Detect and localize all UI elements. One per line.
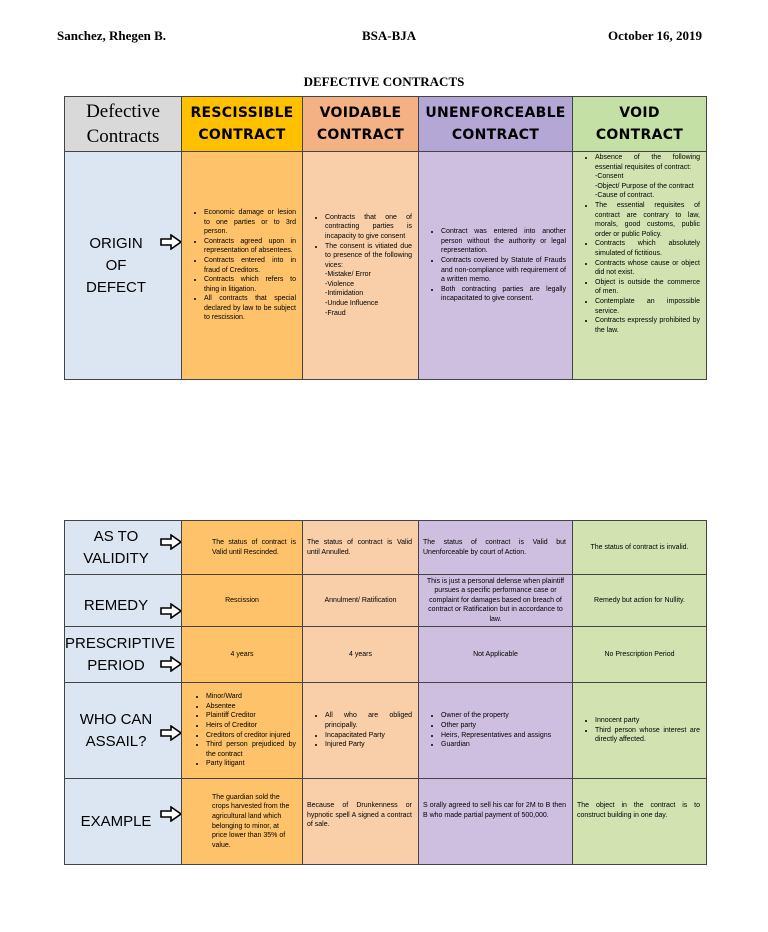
list-item: • Economic damage or lesion to one parties or to 3rd person. — [204, 208, 296, 237]
list-item: • All contracts that special declared by law to be subject to rescission. — [204, 294, 296, 323]
arrow-right-icon — [160, 656, 182, 672]
list-item: • Innocent party — [595, 716, 700, 726]
header-rescissible-line2: CONTRACT — [198, 127, 286, 143]
prescriptive-void — [573, 627, 707, 683]
origin-voidable-cell — [303, 152, 419, 380]
header-unenforceable-line1: UNENFORCEABLE — [425, 105, 566, 121]
list-item: • Other party — [441, 721, 566, 731]
example-label: EXAMPLE — [80, 812, 152, 830]
origin-unenforceable-cell — [419, 152, 573, 380]
list-item: • Absentee — [206, 702, 296, 712]
assail-void — [573, 683, 707, 779]
example-void — [573, 779, 707, 865]
header-voidable-line1: VOIDABLE — [319, 105, 402, 121]
document-title: DEFECTIVE CONTRACTS — [303, 74, 465, 89]
remedy-voidable — [303, 575, 419, 627]
remedy-label: REMEDY — [83, 596, 149, 614]
origin-label-line2: OF — [105, 256, 127, 274]
requisite-item: -Consent — [595, 173, 624, 181]
vice-item: -Undue Influence — [325, 300, 379, 308]
example-row — [65, 779, 707, 865]
list-item: • Third person whose interest are directly affected. — [595, 726, 700, 745]
cell-text: Annulment/ Ratification — [324, 596, 397, 604]
list-item — [325, 242, 412, 319]
header-label-line2: Contracts — [86, 126, 160, 147]
prescriptive-label-line2: PERIOD — [87, 656, 145, 674]
vice-item: -Mistake/ Error — [325, 271, 371, 279]
validity-unenforceable — [419, 521, 573, 575]
header-label-cell — [65, 97, 182, 152]
header-void-line1: VOID — [619, 105, 660, 121]
origin-rescissible-cell — [182, 152, 303, 380]
cell-text: This is just a personal defense when plaintiff pursues a specific performance case or complaint for damages based on breach of contract or Ratification but in accordance to law. — [426, 577, 565, 623]
validity-voidable — [303, 521, 419, 575]
list-item-text: The consent is vitiated due to presence of the following vices: — [325, 242, 412, 269]
prescriptive-label-cell — [65, 627, 182, 683]
cell-text: No Prescription Period — [604, 650, 675, 658]
arrow-right-icon — [160, 234, 182, 250]
cell-text: The status of contract is Valid but Unenforceable by court of Action. — [423, 538, 566, 556]
cell-text: Because of Drunkenness or hypnotic spell A signed a contract of sale. — [307, 802, 412, 829]
vice-item: -Fraud — [325, 309, 346, 317]
list-item: • Contracts entered into in fraud of Creditors. — [204, 256, 296, 275]
remedy-unenforceable — [419, 575, 573, 627]
list-item-text: Absence of the following essential requisites of contract: — [595, 154, 700, 171]
list-item: • Heirs of Creditor — [206, 721, 296, 731]
cell-text: The status of contract is invalid. — [590, 543, 689, 551]
header-void-line2: CONTRACT — [595, 127, 684, 143]
prescriptive-label-line1: PRESCRIPTIVE — [65, 634, 176, 652]
list-item: • Contracts which refers to thing in litigation. — [204, 275, 296, 294]
defective-contracts-table-bottom — [64, 520, 707, 865]
arrow-right-icon — [160, 534, 182, 550]
requisite-item: -Cause of contract. — [595, 192, 655, 200]
remedy-row — [65, 575, 707, 627]
document-date: October 16, 2019 — [608, 28, 702, 43]
course-code: BSA-BJA — [362, 28, 417, 43]
cell-text: Rescission — [225, 596, 259, 604]
validity-void — [573, 521, 707, 575]
remedy-label-cell — [65, 575, 182, 627]
vice-item: -Intimidation — [325, 290, 364, 298]
list-item: • Contracts agreed upon in representation of absentees. — [204, 237, 296, 256]
cell-text: Not Applicable — [473, 650, 518, 658]
header-rescissible-line1: RESCISSIBLE — [190, 105, 294, 121]
list-item: • Contracts that one of contracting parties is incapacity to give consent — [325, 213, 412, 242]
list-item: • The essential requisites of contract are contrary to law, morals, good customs, public order or public Policy. — [595, 201, 700, 239]
list-item: • Minor/Ward — [206, 692, 296, 702]
arrow-right-icon — [160, 603, 182, 619]
author-name: Sanchez, Rhegen B. — [57, 28, 167, 43]
list-item: • Object is outside the commerce of men. — [595, 278, 700, 297]
prescriptive-row — [65, 627, 707, 683]
header-rescissible — [182, 97, 303, 152]
list-item: • Creditors of creditor injured — [206, 731, 296, 741]
origin-row — [65, 152, 707, 380]
origin-label-line1: ORIGIN — [89, 234, 143, 252]
cell-text: The status of contract is Valid until Annulled. — [307, 538, 412, 556]
list-item: • Third person prejudiced by the contract — [206, 740, 296, 759]
prescriptive-voidable — [303, 627, 419, 683]
origin-label-cell — [65, 152, 182, 380]
assail-label-line2: ASSAIL? — [85, 732, 147, 750]
list-item: • Both contracting parties are legally incapacitated to give consent. — [441, 285, 566, 304]
cell-text: The guardian sold the crops harvested from the agricultural land which belonging to minor, at price lower than 35% of value. — [212, 793, 290, 849]
list-item: • Contract was entered into another person without the authority or legal representation. — [441, 227, 566, 256]
header-voidable-line2: CONTRACT — [316, 127, 405, 143]
list-item: • Party litigant — [206, 759, 296, 769]
header-unenforceable-line2: CONTRACT — [451, 127, 540, 143]
list-item: • Incapacitated Party — [325, 731, 412, 741]
validity-label-cell — [65, 521, 182, 575]
example-rescissible — [182, 779, 303, 865]
cell-text: The status of contract is Valid until Rescinded. — [212, 538, 296, 556]
prescriptive-unenforceable — [419, 627, 573, 683]
assail-rescissible — [182, 683, 303, 779]
vice-item: -Violence — [325, 280, 355, 288]
header-label-line1: Defective — [86, 101, 160, 122]
list-item: • Contracts which absolutely simulated of fictitious. — [595, 239, 700, 258]
list-item: • Injured Party — [325, 740, 412, 750]
validity-label-line2: VALIDITY — [83, 549, 149, 567]
arrow-right-icon — [160, 725, 182, 741]
prescriptive-rescissible — [182, 627, 303, 683]
assail-label-line1: WHO CAN — [79, 710, 153, 728]
origin-label-line3: DEFECT — [86, 278, 146, 296]
list-item — [595, 153, 700, 201]
arrow-right-icon — [160, 806, 182, 822]
list-item: • Contracts expressly prohibited by the law. — [595, 316, 700, 335]
cell-text: S orally agreed to sell his car for 2M to B then B who made partial payment of 500,000. — [423, 802, 566, 819]
example-voidable — [303, 779, 419, 865]
cell-text: Remedy but action for Nullity. — [594, 596, 685, 604]
assail-voidable — [303, 683, 419, 779]
remedy-void — [573, 575, 707, 627]
remedy-rescissible — [182, 575, 303, 627]
defective-contracts-table-top — [64, 96, 707, 380]
list-item: • All who are obliged principally. — [325, 711, 412, 730]
header-voidable — [303, 97, 419, 152]
cell-text: 4 years — [349, 650, 372, 658]
validity-rescissible — [182, 521, 303, 575]
cell-text: The object in the contract is to construct building in one day. — [577, 802, 700, 819]
list-item: • Plaintiff Creditor — [206, 711, 296, 721]
assail-unenforceable — [419, 683, 573, 779]
validity-row — [65, 521, 707, 575]
example-unenforceable — [419, 779, 573, 865]
list-item: • Contracts whose cause or object did not exist. — [595, 259, 700, 278]
requisite-item: -Object/ Purpose of the contract — [595, 182, 694, 190]
list-item: • Heirs, Representatives and assigns — [441, 731, 566, 741]
list-item: • Guardian — [441, 740, 566, 750]
header-row — [65, 97, 707, 152]
list-item: • Owner of the property — [441, 711, 566, 721]
header-void — [573, 97, 707, 152]
list-item: • Contracts covered by Statute of Frauds and non-compliance with requirement of a written memo. — [441, 256, 566, 285]
header-unenforceable — [419, 97, 573, 152]
example-label-cell — [65, 779, 182, 865]
cell-text: 4 years — [230, 650, 254, 658]
assail-row — [65, 683, 707, 779]
assail-label-cell — [65, 683, 182, 779]
origin-void-cell — [573, 152, 707, 380]
validity-label-line1: AS TO — [93, 527, 139, 545]
list-item: • Contemplate an impossible service. — [595, 297, 700, 316]
